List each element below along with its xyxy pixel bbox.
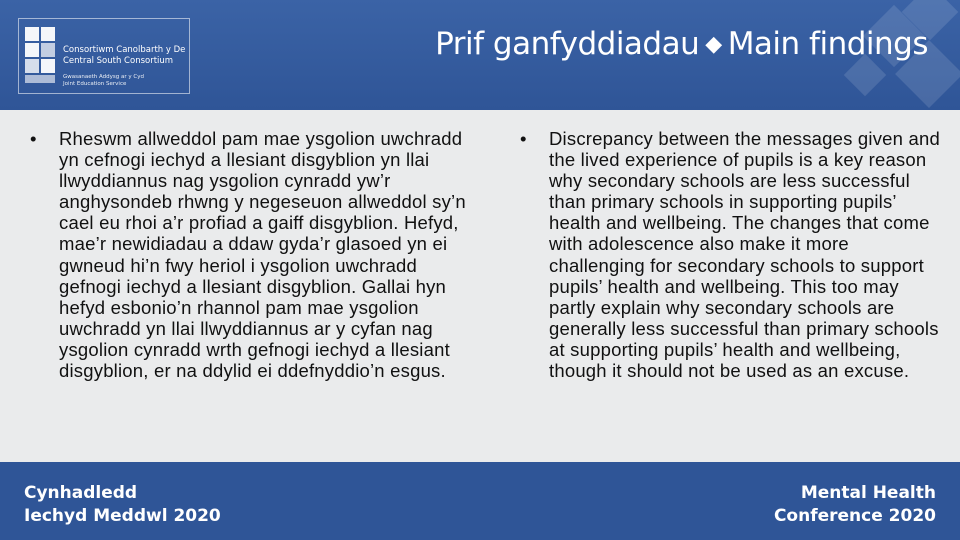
bullet-icon: • [520, 128, 527, 149]
header-banner [0, 0, 960, 110]
footer-welsh-line1: Cynhadledd [24, 483, 138, 503]
footer-conference-welsh [24, 482, 221, 528]
slide-title [435, 26, 928, 62]
logo-text-english: Central South Consortium [63, 56, 174, 66]
logo-text-welsh: Consortiwm Canolbarth y De [63, 45, 186, 55]
bullet-text-welsh: Rheswm allweddol pam mae ysgolion uwchradd yn cefnogi iechyd a llesiant disgyblion yn llai llwyddiannus nag ysgolion cynradd yw’r anghysondeb rhwng y negeseuon allweddol sy’n cael eu rhoi a’r profiad a gaiff disgyblion. Hefyd, mae’r newidiadau a ddaw gyda’r glasoed yn ei gwneud hi’n fwy heriol i ysgolion uwchradd gefnogi iechyd a llesiant disgyblion. Gallai hyn hefyd esbonio’n rhannol pam mae ysgolion uwchradd yn llai llwyddiannus ar y cyfan nag ysgolion cynradd wrth gefnogi iechyd a llesiant disgyblion, er na ddylid ei ddefnyddio’n esgus. [59, 128, 466, 382]
bullet-icon: • [30, 128, 37, 149]
title-welsh: Prif ganfyddiadau [435, 26, 700, 62]
right-column [520, 128, 940, 381]
footer-welsh-line2: Iechyd Meddwl 2020 [24, 506, 221, 526]
consortium-logo-mark-icon [25, 27, 59, 87]
bullet-item-english [520, 128, 940, 381]
diamond-icon: ◆ [705, 32, 722, 57]
consortium-logo [18, 18, 190, 94]
left-column [30, 128, 470, 381]
footer-english-line1: Mental Health [800, 483, 936, 503]
bullet-text-english: Discrepancy between the messages given and the lived experience of pupils is a key reason why secondary schools are less successful than primary schools in supporting pupils’ health and wellbeing. The changes that come with adolescence also make it more challenging for secondary schools to support pupils’ health and wellbeing. This too may partly explain why secondary schools are generally less successful than primary schools at supporting pupils’ health and wellbeing, though it should not be used as an excuse. [549, 128, 940, 382]
footer-conference-english [774, 482, 936, 528]
bullet-item-welsh [30, 128, 470, 381]
title-english: Main findings [727, 26, 928, 62]
footer-english-line2: Conference 2020 [773, 506, 936, 526]
logo-subtext-english: Joint Education Service [63, 81, 127, 87]
logo-subtext-welsh: Gwasanaeth Addysg ar y Cyd [63, 74, 144, 80]
